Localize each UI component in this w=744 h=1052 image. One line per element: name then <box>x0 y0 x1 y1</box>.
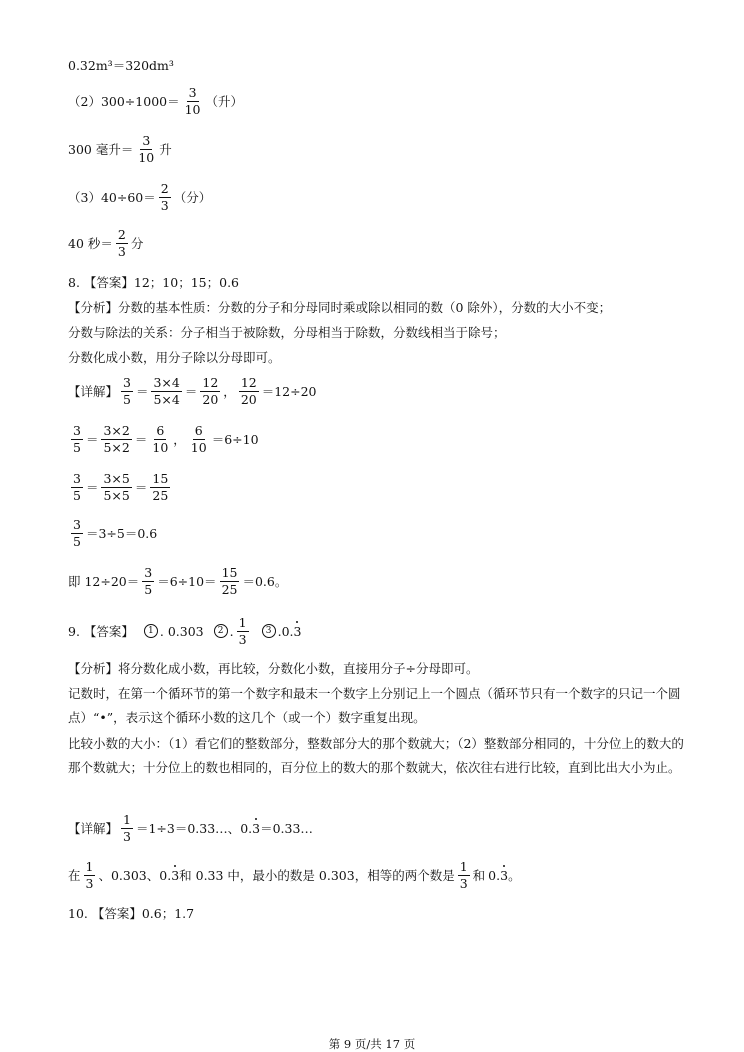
fraction: $\frac{3}{5}$ <box>73 423 81 455</box>
circled-number-3: 3 <box>262 624 276 638</box>
text: 和 <box>472 867 486 883</box>
text: ＝6÷10 <box>211 431 259 447</box>
q8-analysis-2: 分数与除法的关系：分子相当于被除数，分母相当于除数，分数线相当于除号； <box>68 325 506 340</box>
fraction: $\frac{1}{3}$ <box>85 859 94 891</box>
fraction: $\frac{1}{3}$ <box>123 812 131 844</box>
fraction: $\frac{3}{10}$ <box>184 85 201 117</box>
fraction: $\frac{3}{5}$ <box>144 565 153 597</box>
q9-answer <box>68 616 684 647</box>
text: ＝0.33… <box>260 820 313 836</box>
fraction: $\frac{12}{20}$ <box>202 375 219 407</box>
text: （2）300÷1000＝ <box>68 93 180 109</box>
detail-label: 【详解】 <box>68 820 119 836</box>
q9-analysis-1: 【分析】将分数化成小数，再比较，分数化小数，直接用分子÷分母即可。 <box>68 661 479 676</box>
fraction: $\frac{1}{3}$ <box>459 859 468 891</box>
text: 和 0.33 中，最小的数是 0.303，相等的两个数是 <box>179 867 455 883</box>
text: 升 <box>159 141 172 157</box>
text: ， <box>173 431 186 447</box>
repeating-decimal: 0.3 <box>159 867 180 883</box>
fraction: $\frac{1}{3}$ <box>238 615 247 647</box>
text: 在 <box>68 867 81 883</box>
fraction: $\frac{6}{10}$ <box>190 423 207 455</box>
text: ＝ <box>135 383 149 399</box>
text: ＝3÷5＝0.6 <box>85 525 158 541</box>
text: ， <box>223 383 236 399</box>
fraction: $\frac{3}{5}$ <box>73 517 81 549</box>
text: ＝1÷3＝0.33…、 <box>135 820 241 836</box>
q8-detail-3 <box>68 472 684 503</box>
text: ＝12÷20 <box>261 383 317 399</box>
text: . <box>277 623 282 639</box>
circled-number-1: 1 <box>144 624 158 638</box>
division-liter-line <box>68 86 684 117</box>
q8-detail-5 <box>68 566 684 597</box>
fraction: $\frac{2}{3}$ <box>117 227 126 259</box>
fraction: $\frac{15}{25}$ <box>221 565 238 597</box>
q8-analysis-1: 【分析】分数的基本性质：分数的分子和分母同时乘或除以相同的数（0 除外），分数的大小不变； <box>68 300 612 315</box>
milliliter-line <box>68 134 684 165</box>
fraction: $\frac{6}{10}$ <box>152 423 169 455</box>
text: （分） <box>173 189 212 205</box>
repeating-decimal: 0.3 <box>240 820 261 836</box>
fraction: $\frac{3}{5}$ <box>123 375 131 407</box>
q8-detail-2 <box>68 424 684 455</box>
repeating-decimal: 0.3 <box>488 867 509 883</box>
text: 300 毫升＝ <box>68 141 134 157</box>
q9-conclusion <box>68 860 684 891</box>
fraction: $\frac{12}{20}$ <box>240 375 257 407</box>
fraction: $\frac{3}{10}$ <box>138 133 155 165</box>
text: . <box>229 623 234 639</box>
text: 0.32m³＝320dm³ <box>68 58 174 73</box>
fraction: $\frac{3}{5}$ <box>73 471 81 503</box>
division-minute-line <box>68 182 684 213</box>
text: （升） <box>205 93 244 109</box>
circled-number-2: 2 <box>214 624 228 638</box>
fraction: $\frac{15}{25}$ <box>152 471 169 503</box>
fraction: $\frac{3\times 2}{5\times 2}$ <box>103 423 130 455</box>
detail-label: 【详解】 <box>68 383 119 399</box>
text: 即 12÷20＝ <box>68 573 140 589</box>
q9-analysis-2: 记数时，在第一个循环节的第一个数字和最末一个数字上分别记上一个圆点（循环节只有一个数字的只记一个圆点）“•”，表示这个循环小数的这几个（或一个）数字重复出现。 <box>68 686 681 725</box>
seconds-line <box>68 228 684 259</box>
text: 分 <box>130 235 144 251</box>
q9-analysis-3: 比较小数的大小：（1）看它们的整数部分，整数部分大的那个数就大；（2）整数部分相同的，十分位上的数大的那个数就大；十分位上的数也相同的，百分位上的数大的那个数就大，依次往右进行比较，直到比出大小为止。 <box>68 736 684 775</box>
text: 、0.303、 <box>98 867 160 883</box>
text: 40 秒＝ <box>68 235 113 251</box>
q8-analysis-3: 分数化成小数，用分子除以分母即可。 <box>68 350 281 365</box>
page-footer: 第 9 页/共 17 页 <box>328 1037 416 1051</box>
q8-detail-1 <box>68 376 684 407</box>
text: ＝ <box>85 479 99 495</box>
text: ＝ <box>85 431 99 447</box>
fraction: $\frac{2}{3}$ <box>160 181 169 213</box>
fraction: $\frac{3\times 5}{5\times 5}$ <box>103 471 130 503</box>
text: ＝6÷10＝ <box>157 573 217 589</box>
text: （3）40÷60＝ <box>68 189 156 205</box>
unit-conversion-line <box>68 58 684 73</box>
text: ＝ <box>134 479 148 495</box>
q8-detail-4 <box>68 518 684 549</box>
text: ＝ <box>134 431 148 447</box>
text: ＝ <box>184 383 198 399</box>
q9-detail <box>68 813 684 844</box>
q8-answer: 8. 【答案】12；10；15；0.6 <box>68 275 239 290</box>
repeating-decimal: 0.3 <box>281 623 302 639</box>
q10-answer: 10. 【答案】0.6；1.7 <box>68 906 195 921</box>
text: . 0.303 <box>159 623 204 639</box>
text: 。 <box>508 867 521 883</box>
fraction: $\frac{3\times 4}{5\times 4}$ <box>153 375 180 407</box>
text: ＝0.6。 <box>242 573 288 589</box>
answer-label: 9. 【答案】 <box>68 623 134 639</box>
